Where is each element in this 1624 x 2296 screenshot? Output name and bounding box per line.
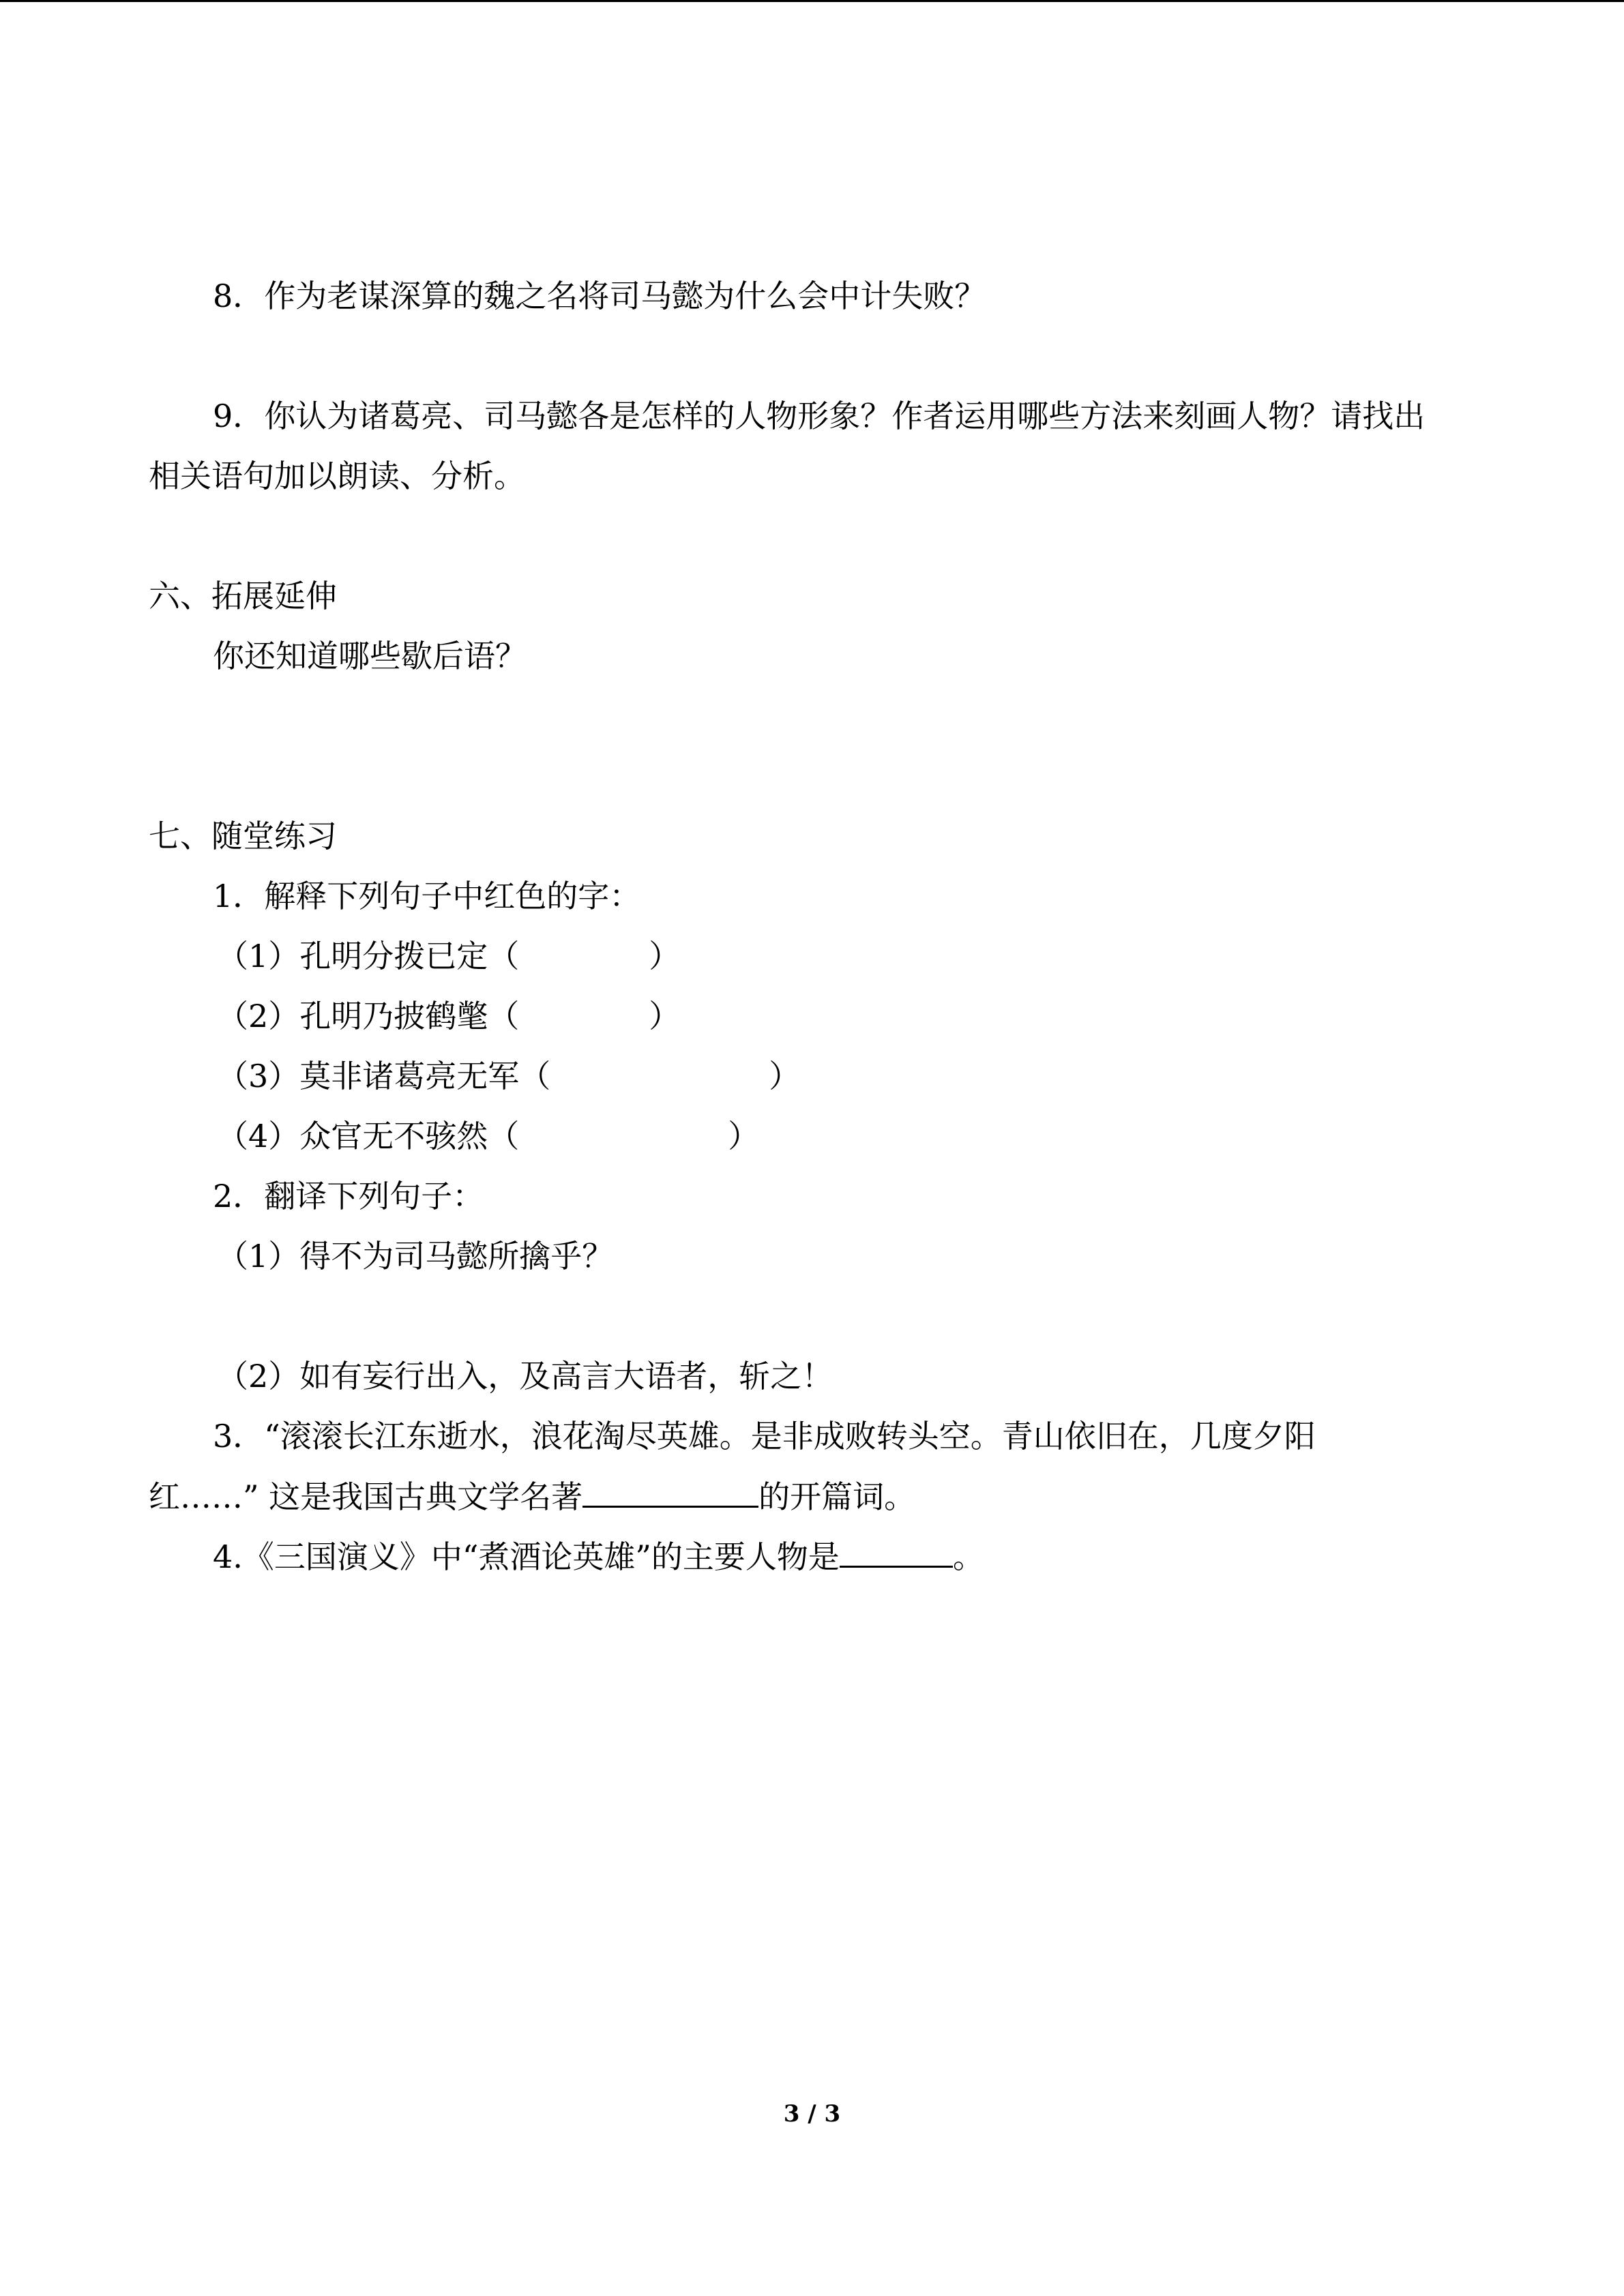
exercise-3-line-2: 红……” 这是我国古典文学名著 的开篇词。: [149, 1476, 915, 1517]
question-9-line-1: 9．你认为诸葛亮、司马懿各是怎样的人物形象？作者运用哪些方法来刻画人物？请找出: [213, 398, 1426, 434]
section-6-prompt: 你还知道哪些歇后语？: [213, 638, 527, 674]
page-top-border: [0, 0, 1624, 2]
exercise-2-item-1: （1）得不为司马懿所擒乎？: [217, 1238, 614, 1274]
question-8: 8．作为老谋深算的魏之名将司马懿为什么会中计失败？: [213, 278, 986, 314]
exercise-1-item-2: （2）孔明乃披鹤氅（ ）: [217, 998, 681, 1034]
exercise-1-item-1: （1）孔明分拨已定（ ）: [217, 938, 681, 974]
answer-blank[interactable]: [582, 1476, 758, 1508]
exercise-4: 4.《三国演义》中“煮酒论英雄”的主要人物是 。: [213, 1536, 984, 1577]
section-6-heading: 六、拓展延伸: [149, 578, 337, 614]
question-9-line-2: 相关语句加以朗读、分析。: [149, 458, 525, 494]
exercise-2-heading: 2．翻译下列句子：: [213, 1178, 484, 1214]
page-number: 3 / 3: [783, 2100, 841, 2128]
exercise-1-item-3: （3）莫非诸葛亮无军（ ）: [217, 1058, 801, 1094]
exercise-1-item-4: （4）众官无不骇然（ ）: [217, 1118, 760, 1154]
section-7-heading: 七、随堂练习: [149, 818, 337, 854]
exercise-1-heading: 1．解释下列句子中红色的字：: [213, 878, 641, 914]
exercise-2-item-2: （2）如有妄行出入，及高言大语者，斩之！: [217, 1358, 833, 1395]
exercise-3-line-1: 3．“滚滚长江东逝水，浪花淘尽英雄。是非成败转头空。青山依旧在，几度夕阳: [213, 1418, 1316, 1455]
answer-blank[interactable]: [840, 1536, 953, 1568]
